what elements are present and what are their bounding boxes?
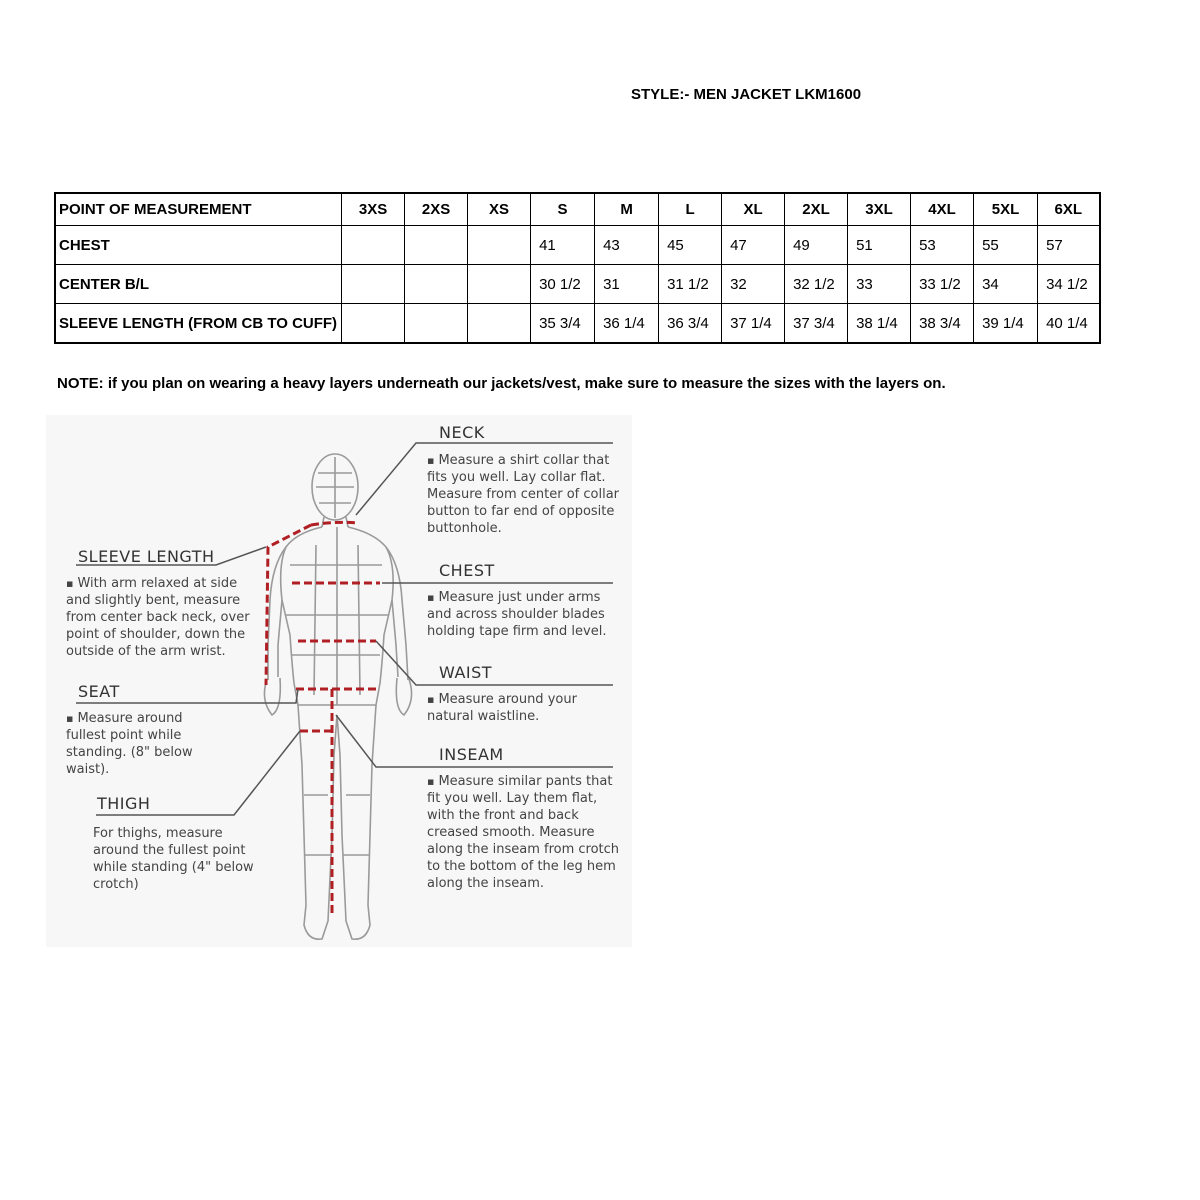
table-row-chest <box>55 226 1100 265</box>
table-cell: 34 1/2 <box>1038 265 1100 304</box>
table-cell: 53 <box>911 226 974 265</box>
table-cell <box>405 304 468 344</box>
table-cell: 34 <box>974 265 1038 304</box>
table-cell: 37 1/4 <box>722 304 785 344</box>
table-cell <box>342 265 405 304</box>
table-cell: 49 <box>785 226 848 265</box>
table-cell <box>405 226 468 265</box>
neck-text: ▪ Measure a shirt collar that fits you well. Lay collar flat. Measure from center of collar button to far end of opposite buttonhole. <box>427 452 623 537</box>
table-cell: 31 1/2 <box>659 265 722 304</box>
waist-text: ▪ Measure around your natural waistline. <box>427 691 623 725</box>
table-cell: 33 <box>848 265 911 304</box>
header-point-of-measurement: POINT OF MEASUREMENT <box>55 193 342 226</box>
table-cell: 30 1/2 <box>531 265 595 304</box>
chest-text: ▪ Measure just under arms and across shoulder blades holding tape firm and level. <box>427 589 623 640</box>
header-size: 2XL <box>785 193 848 226</box>
table-cell: 33 1/2 <box>911 265 974 304</box>
table-cell: 40 1/4 <box>1038 304 1100 344</box>
row-label: CENTER B/L <box>55 265 342 304</box>
style-title: STYLE:- MEN JACKET LKM1600 <box>631 86 862 103</box>
row-label: SLEEVE LENGTH (FROM CB TO CUFF) <box>55 304 342 344</box>
header-size: 6XL <box>1038 193 1100 226</box>
table-cell: 38 1/4 <box>848 304 911 344</box>
table-cell: 55 <box>974 226 1038 265</box>
inseam-text: ▪ Measure similar pants that fit you well. Lay them flat, with the front and back creased smooth. Measure along the inseam from crotch to the bottom of the leg hem along the inseam. <box>427 773 623 892</box>
measurement-guide <box>46 415 632 947</box>
seat-title: SEAT <box>78 682 120 701</box>
table-header-row <box>55 193 1100 226</box>
table-cell: 41 <box>531 226 595 265</box>
table-cell <box>468 226 531 265</box>
chest-title: CHEST <box>439 561 495 580</box>
sleeve-length-title: SLEEVE LENGTH <box>78 547 215 566</box>
header-size: XS <box>468 193 531 226</box>
header-size: XL <box>722 193 785 226</box>
size-chart-table <box>54 192 1101 344</box>
table-cell: 38 3/4 <box>911 304 974 344</box>
table-cell <box>468 265 531 304</box>
table-cell <box>405 265 468 304</box>
header-size: 4XL <box>911 193 974 226</box>
body-outline <box>264 454 411 939</box>
neck-title: NECK <box>439 423 485 442</box>
header-size: 5XL <box>974 193 1038 226</box>
table-cell: 37 3/4 <box>785 304 848 344</box>
measurement-lines <box>266 522 380 915</box>
table-cell: 31 <box>595 265 659 304</box>
table-cell: 47 <box>722 226 785 265</box>
waist-title: WAIST <box>439 663 493 682</box>
table-cell <box>342 226 405 265</box>
inseam-title: INSEAM <box>439 745 504 764</box>
table-cell: 35 3/4 <box>531 304 595 344</box>
seat-text: ▪ Measure around fullest point while standing. (8" below waist). <box>66 710 226 778</box>
header-size: 3XL <box>848 193 911 226</box>
table-cell: 51 <box>848 226 911 265</box>
layers-note: NOTE: if you plan on wearing a heavy layers underneath our jackets/vest, make sure to measure the sizes with the layers on. <box>57 375 946 392</box>
sleeve-length-text: ▪ With arm relaxed at side and slightly bent, measure from center back neck, over point of shoulder, down the outside of the arm wrist. <box>66 575 256 660</box>
thigh-text: For thighs, measure around the fullest point while standing (4" below crotch) <box>93 826 254 892</box>
table-cell: 39 1/4 <box>974 304 1038 344</box>
table-row-sleeve-length <box>55 304 1100 344</box>
table-cell <box>342 304 405 344</box>
thigh-title: THIGH <box>97 794 151 813</box>
header-size: 2XS <box>405 193 468 226</box>
table-cell: 45 <box>659 226 722 265</box>
header-size: 3XS <box>342 193 405 226</box>
table-cell: 43 <box>595 226 659 265</box>
header-size: M <box>595 193 659 226</box>
table-cell <box>468 304 531 344</box>
table-cell: 57 <box>1038 226 1100 265</box>
header-size: S <box>531 193 595 226</box>
header-size: L <box>659 193 722 226</box>
table-cell: 36 3/4 <box>659 304 722 344</box>
table-cell: 36 1/4 <box>595 304 659 344</box>
table-row-center-bl <box>55 265 1100 304</box>
table-cell: 32 1/2 <box>785 265 848 304</box>
row-label: CHEST <box>55 226 342 265</box>
table-cell: 32 <box>722 265 785 304</box>
